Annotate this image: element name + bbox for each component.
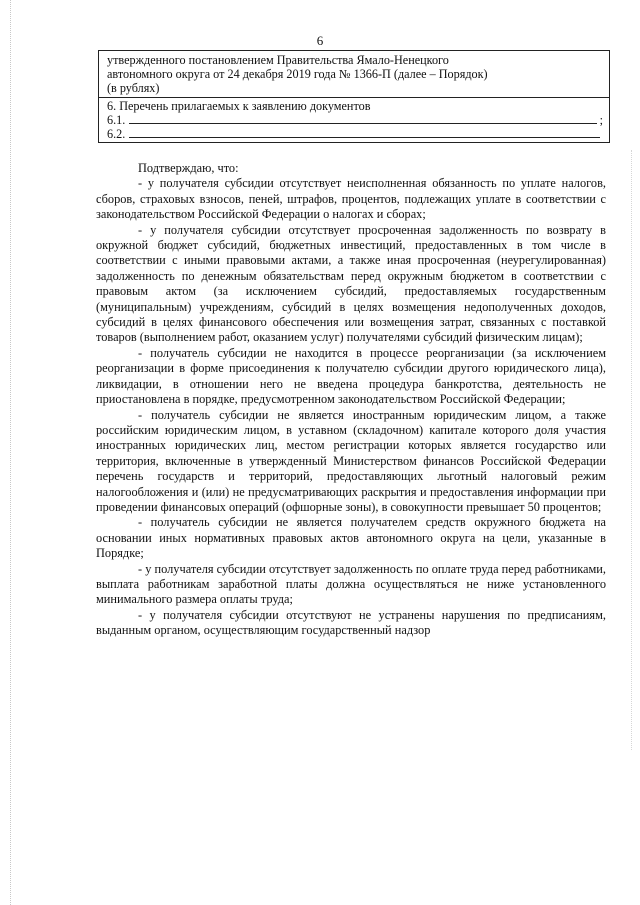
confirmation-paragraph: - у получателя субсидии отсутствуют не устранены нарушения по предписаниям, выданным органом, осуществляющим государственный надзор: [96, 607, 606, 638]
scan-margin-mark-left: [10, 0, 13, 905]
document-table: [98, 50, 610, 143]
list-item-number: 6.1.: [107, 113, 126, 127]
list-item: [107, 113, 603, 127]
table-row-documents-list: [99, 98, 609, 142]
list-item-blank-line: [129, 122, 596, 124]
table-row-text-line: (в рублях): [107, 81, 160, 95]
list-item-number: 6.2.: [107, 127, 126, 141]
confirmation-paragraph: - получатель субсидии не находится в процессе реорганизации (за исключением реорганизации в форме присоединения к получателю субсидии другого юридического лица), ликвидации, в отношении него не введена процедура банкротства, деятельность не приостановлена в порядке, предусмотренном законодательством Российской Федерации;: [96, 345, 606, 407]
confirmation-paragraph: - получатель субсидии не является получателем средств окружного бюджета на основании иных нормативных правовых актов автономного округа на цели, указанные в Порядке;: [96, 515, 606, 561]
confirmation-paragraph: - у получателя субсидии отсутствует неисполненная обязанность по уплате налогов, сборов, страховых взносов, пеней, штрафов, процентов, подлежащих уплате в соответствии с законодательством Российской Федерации о налогах и сборах;: [96, 176, 606, 222]
table-row-text-line: утвержденного постановлением Правительства Ямало-Ненецкого: [107, 53, 449, 67]
confirmation-text: [96, 161, 606, 639]
documents-list-title: 6. Перечень прилагаемых к заявлению документов: [107, 99, 371, 113]
list-item-end-mark: ;: [599, 113, 603, 127]
confirmation-paragraph: - у получателя субсидии отсутствует задолженность по оплате труда перед работниками, выплата работникам заработной платы должна осуществляться не ниже установленного минимального размера оплаты труда;: [96, 561, 606, 607]
confirmation-paragraph: - получатель субсидии не является иностранным юридическим лицом, а также российским юридическим лицом, в уставном (складочном) капитале которого доля участия иностранных юридических лиц, местом регистрации которых является государство или территория, включенные в утвержденный Министерством финансов Российской Федерации перечень государств и территорий, предоставляющих льготный налоговый режим налогообложения и (или) не предусматривающих раскрытия и предоставления информации при проведении финансовых операций (офшорные зоны), в совокупности превышает 50 процентов;: [96, 407, 606, 514]
list-item: [107, 127, 603, 141]
page-number: 6: [316, 33, 324, 48]
table-row-text-line: автономного округа от 24 декабря 2019 года № 1366-П (далее – Порядок): [107, 67, 488, 81]
confirmation-paragraph: - у получателя субсидии отсутствует просроченная задолженность по возврату в окружной бюджет субсидий, бюджетных инвестиций, предоставленных в том числе в соответствии с иными правовыми актами, а также иная просроченная (неурегулированная) задолженность по денежным обязательствам перед окружным бюджетом в соответствии с правовым актом (за исключением субсидий, предоставляемых государственным (муниципальным) учреждениям, субсидий в целях возмещения недополученных доходов, субсидий в целях финансового обеспечения или возмещения затрат, связанных с поставкой товаров (выполнением работ, оказанием услуг) получателями субсидий физическим лицам);: [96, 222, 606, 345]
confirmation-intro: Подтверждаю, что:: [138, 161, 239, 175]
list-item-blank-line: [129, 136, 600, 138]
scan-margin-mark-right: [631, 150, 634, 750]
table-row-procedure-reference: [99, 51, 609, 98]
